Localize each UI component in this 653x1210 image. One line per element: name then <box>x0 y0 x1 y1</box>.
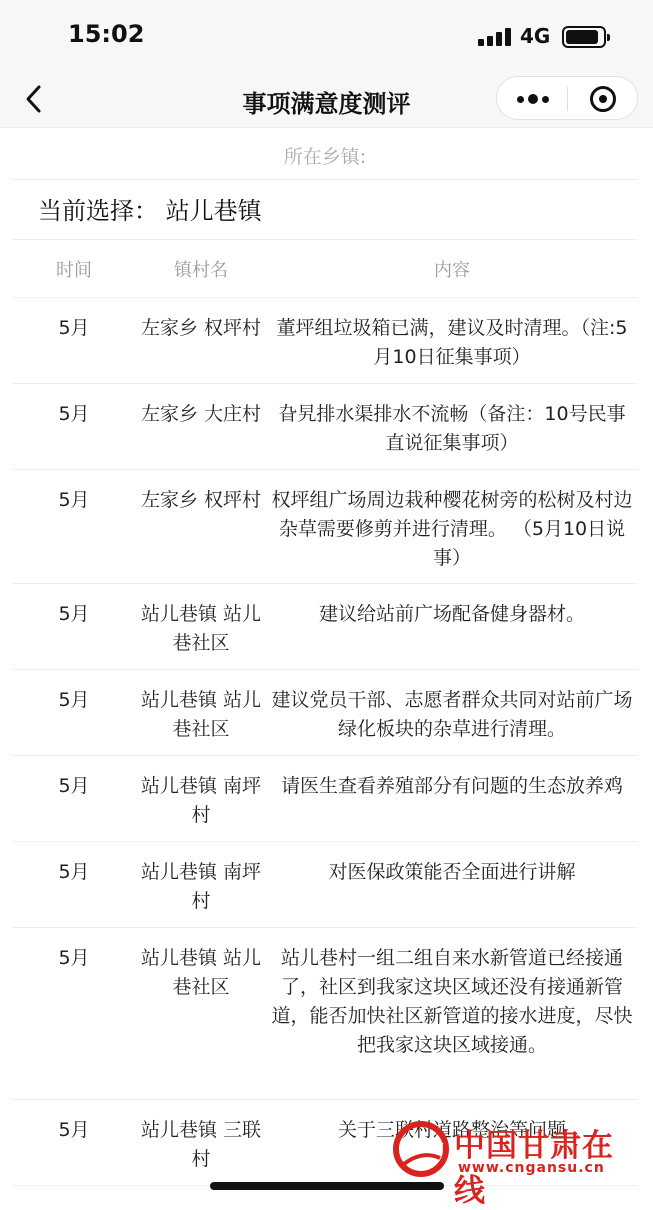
status-bar <box>0 0 653 70</box>
cell-content: 关于三联村道路整治等问题 <box>337 1119 566 1141</box>
table-row <box>12 756 638 842</box>
cell-content: 建议党员干部、志愿者群众共同对站前广场绿化板块的杂草进行清理。 <box>271 689 633 740</box>
header-content: 内容 <box>434 259 470 281</box>
cell-time: 5月 <box>58 947 90 969</box>
gansu-logo-icon <box>392 1120 450 1178</box>
home-indicator[interactable] <box>210 1182 444 1190</box>
cell-town: 左家乡 权坪村 <box>140 489 262 511</box>
mini-program-capsule <box>496 76 638 120</box>
cell-town: 左家乡 权坪村 <box>140 317 262 339</box>
table-row <box>12 928 638 1100</box>
cell-town: 站儿巷镇 三联村 <box>140 1119 262 1170</box>
close-button[interactable] <box>568 77 638 121</box>
watermark-url: www.cngansu.cn <box>458 1160 605 1176</box>
cell-content: 权坪组广场周边栽种樱花树旁的松树及村边杂草需要修剪并进行清理。 （5月10日说事） <box>271 489 633 569</box>
cell-content: 建议给站前广场配备健身器材。 <box>318 603 585 625</box>
cell-time: 5月 <box>58 861 90 883</box>
town-selector[interactable]: 所在乡镇: <box>12 128 638 180</box>
battery-level <box>566 30 598 44</box>
table-row <box>12 670 638 756</box>
cell-time: 5月 <box>58 775 90 797</box>
cell-time: 5月 <box>58 603 90 625</box>
watermark-text: 中国甘肃在线 <box>454 1128 614 1209</box>
target-circle-icon <box>590 86 616 112</box>
nav-bar <box>0 70 653 128</box>
cell-town: 站儿巷镇 南坪村 <box>140 861 262 912</box>
cell-time: 5月 <box>58 317 90 339</box>
table-row <box>12 298 638 384</box>
cell-time: 5月 <box>58 1119 90 1141</box>
watermark <box>392 1112 632 1209</box>
cell-time: 5月 <box>58 489 90 511</box>
page-title: 事项满意度测评 <box>242 90 411 118</box>
status-time: 15:02 <box>68 20 145 48</box>
main-content <box>12 128 638 1186</box>
network-type: 4G <box>520 24 551 48</box>
more-dot <box>542 96 549 103</box>
table-row <box>12 842 638 928</box>
cell-content: 对医保政策能否全面进行讲解 <box>328 861 576 883</box>
header-time: 时间 <box>56 259 92 281</box>
cell-content: 站儿巷村一组二组自来水新管道已经接通了，社区到我家这块区域还没有接通新管道，能否加快社区新管道的接水进度，尽快把我家这块区域接通。 <box>271 947 633 1056</box>
current-selection: 当前选择： 站儿巷镇 <box>12 180 638 240</box>
more-button[interactable] <box>497 77 567 121</box>
battery-icon <box>562 26 606 48</box>
table-row <box>12 470 638 584</box>
header-town: 镇村名 <box>174 259 228 281</box>
cell-time: 5月 <box>58 403 90 425</box>
more-dot <box>528 94 538 104</box>
cell-town: 站儿巷镇 南坪村 <box>140 775 262 826</box>
cell-town: 站儿巷镇 站儿巷社区 <box>140 689 262 740</box>
cell-town: 左家乡 大庄村 <box>140 403 262 425</box>
signal-icon <box>478 28 512 46</box>
cell-time: 5月 <box>58 689 90 711</box>
more-dots-icon <box>517 96 524 103</box>
cell-content: 请医生查看养殖部分有问题的生态放养鸡 <box>280 775 623 797</box>
cell-content: 董坪组垃圾箱已满，建议及时清理。（注:5月10日征集事项） <box>276 317 628 368</box>
table-row <box>12 584 638 670</box>
cell-town: 站儿巷镇 站儿巷社区 <box>140 947 262 998</box>
cell-town: 站儿巷镇 站儿巷社区 <box>140 603 262 654</box>
table-row <box>12 384 638 470</box>
target-dot <box>599 95 607 103</box>
cell-content: 旮旯排水渠排水不流畅（备注：10号民事直说征集事项） <box>278 403 626 454</box>
table-header <box>12 240 638 298</box>
